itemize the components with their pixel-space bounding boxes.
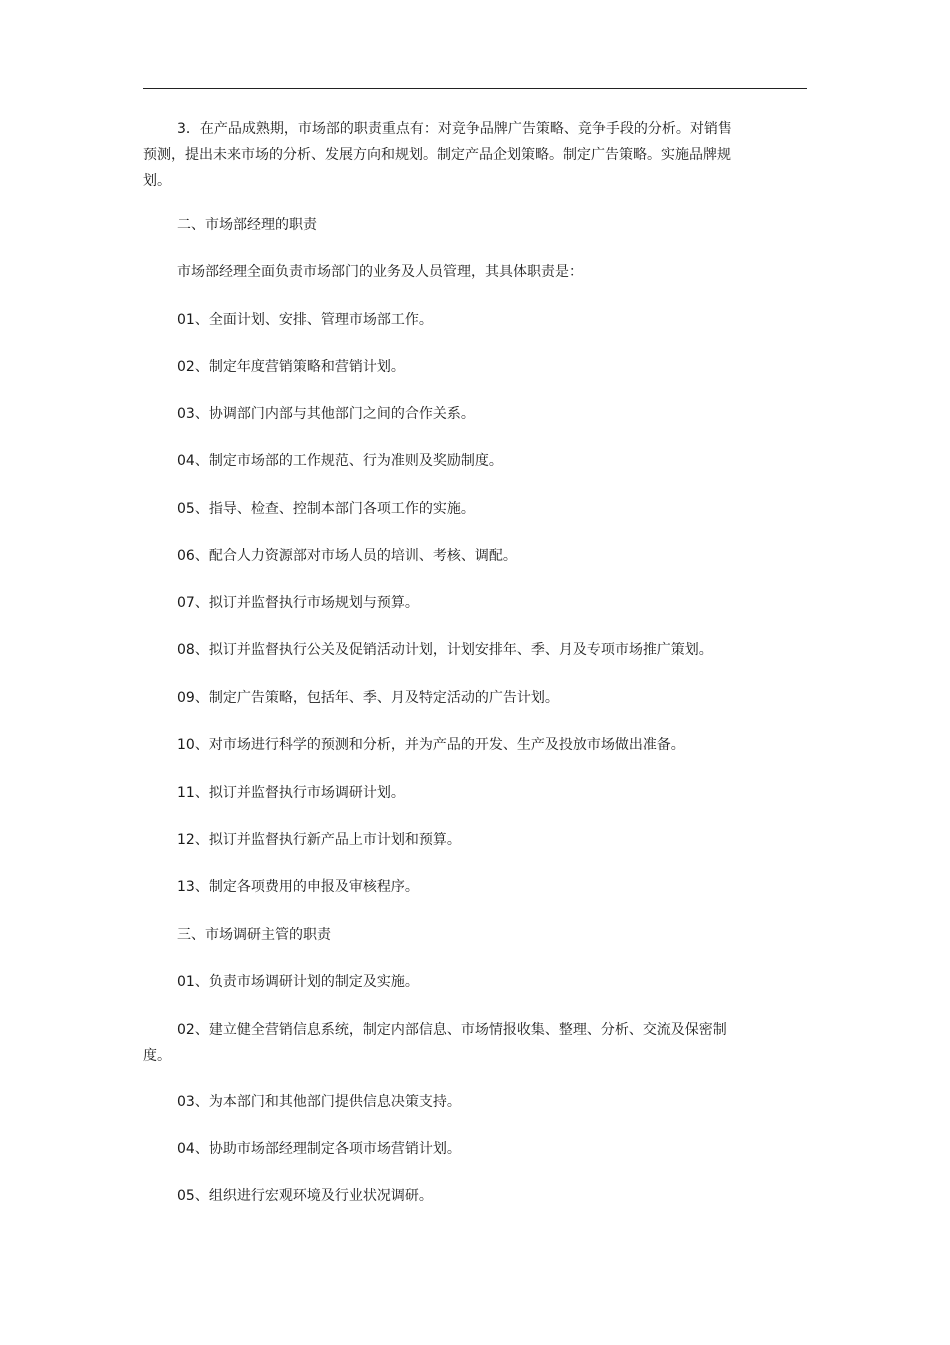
list-item-manager-11: 11、拟订并监督执行市场调研计划。	[177, 785, 405, 801]
section-heading-research-supervisor: 三、市场调研主管的职责	[177, 927, 331, 943]
list-item-manager-07: 07、拟订并监督执行市场规划与预算。	[177, 595, 419, 611]
list-item-manager-10: 10、对市场进行科学的预测和分析，并为产品的开发、生产及投放市场做出准备。	[177, 737, 685, 753]
section-heading-marketing-manager: 二、市场部经理的职责	[177, 217, 317, 233]
list-item-manager-08: 08、拟订并监督执行公关及促销活动计划，计划安排年、季、月及专项市场推广策划。	[177, 642, 713, 658]
list-item-manager-03: 03、协调部门内部与其他部门之间的合作关系。	[177, 406, 475, 422]
paragraph-product-maturity: 3．在产品成熟期，市场部的职责重点有：对竞争品牌广告策略、竞争手段的分析。对销售预测，提出未来市场的分析、发展方向和规划。制定产品企划策略。制定广告策略。实施品牌规划。	[143, 121, 732, 189]
list-item-research-01: 01、负责市场调研计划的制定及实施。	[177, 974, 419, 990]
list-item-manager-01: 01、全面计划、安排、管理市场部工作。	[177, 312, 433, 328]
list-item-manager-06: 06、配合人力资源部对市场人员的培训、考核、调配。	[177, 548, 517, 564]
list-item-manager-05: 05、指导、检查、控制本部门各项工作的实施。	[177, 501, 475, 517]
paragraph-manager-intro: 市场部经理全面负责市场部门的业务及人员管理，其具体职责是：	[177, 264, 583, 280]
header-rule	[143, 88, 807, 89]
list-item-manager-09: 09、制定广告策略，包括年、季、月及特定活动的广告计划。	[177, 690, 559, 706]
list-item-research-02: 02、建立健全营销信息系统，制定内部信息、市场情报收集、整理、分析、交流及保密制度。	[143, 1022, 727, 1064]
list-item-manager-02: 02、制定年度营销策略和营销计划。	[177, 359, 405, 375]
list-item-manager-13: 13、制定各项费用的申报及审核程序。	[177, 879, 419, 895]
list-item-manager-12: 12、拟订并监督执行新产品上市计划和预算。	[177, 832, 461, 848]
list-item-research-05: 05、组织进行宏观环境及行业状况调研。	[177, 1188, 433, 1204]
list-item-research-03: 03、为本部门和其他部门提供信息决策支持。	[177, 1094, 461, 1110]
list-item-manager-04: 04、制定市场部的工作规范、行为准则及奖励制度。	[177, 453, 503, 469]
list-item-research-04: 04、协助市场部经理制定各项市场营销计划。	[177, 1141, 461, 1157]
